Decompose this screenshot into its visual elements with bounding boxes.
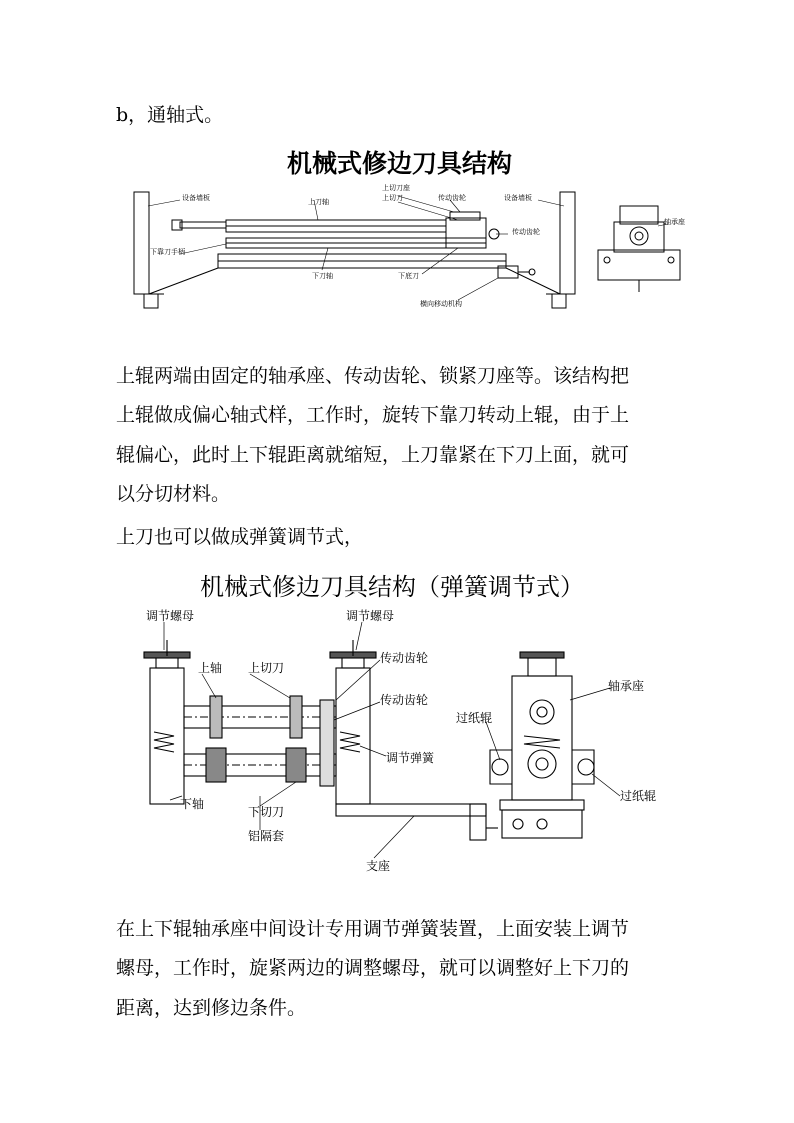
fig1-label-bearing: 轴承座 [664, 218, 685, 226]
paragraph-1-line-2: 上辊做成偏心轴式样，工作时，旋转下靠刀转动上辊，由于上 [116, 404, 630, 426]
figure1-drawing [128, 182, 688, 322]
fig2-label-lower-knife: 下切刀 [248, 805, 285, 819]
fig2-label-bearing: 轴承座 [608, 679, 645, 693]
fig1-label-upper-shaft: 上刀轴 [308, 198, 329, 206]
fig2-label-spring: 调节弹簧 [386, 751, 435, 765]
figure1-svg [128, 182, 688, 322]
figure2-svg [140, 600, 680, 880]
fig1-label-gear: 传动齿轮 [438, 194, 466, 202]
fig1-label-lateral: 横向移动机构 [420, 300, 462, 308]
fig2-label-support: 支座 [366, 859, 391, 873]
fig2-label-gear1: 传动齿轮 [380, 651, 429, 665]
fig1-label-upper-holder: 上切刀座 [382, 184, 410, 192]
paragraph-3-line-1: 在上下辊轴承座中间设计专用调节弹簧装置，上面安装上调节 [116, 918, 630, 940]
fig1-label-lower-shaft: 下刀轴 [312, 272, 333, 280]
paragraph-1-line-3: 辊偏心，此时上下辊距离就缩短，上刀靠紧在下刀上面，就可 [116, 444, 630, 466]
fig2-label-nut-right: 调节螺母 [346, 609, 395, 623]
section-heading: b，通轴式。 [116, 104, 224, 126]
fig1-label-gear-right: 传动齿轮 [512, 228, 540, 236]
figure2-title: 机械式修边刀具结构（弹簧调节式） [200, 573, 584, 601]
fig2-label-upper-shaft: 上轴 [198, 661, 223, 675]
fig2-label-roller-left: 过纸辊 [456, 711, 493, 725]
fig2-label-gear2: 传动齿轮 [380, 693, 429, 707]
paragraph-3-line-3: 距离，达到修边条件。 [116, 997, 307, 1019]
fig2-label-nut-left: 调节螺母 [146, 609, 195, 623]
fig1-label-wall-right: 设备墙板 [504, 194, 532, 202]
figure1-title: 机械式修边刀具结构 [287, 149, 513, 178]
fig1-label-lower-knife: 下底刀 [398, 272, 419, 280]
wall-right-shape [560, 192, 575, 294]
paragraph-1-line-4: 以分切材料。 [116, 483, 231, 505]
fig1-label-handle: 下靠刀手柄 [150, 248, 185, 256]
paragraph-2: 上刀也可以做成弹簧调节式， [116, 526, 364, 548]
wall-left-shape [134, 192, 149, 294]
fig2-label-roller-right: 过纸辊 [620, 789, 657, 803]
fig1-label-wall-left: 设备墙板 [182, 194, 210, 202]
fig1-label-upper-knife: 上切刀 [382, 194, 403, 202]
paragraph-3-line-2: 螺母，工作时，旋紧两边的调整螺母，就可以调整好上下刀的 [116, 957, 630, 979]
paragraph-1-line-1: 上辊两端由固定的轴承座、传动齿轮、锁紧刀座等。该结构把 [116, 365, 630, 387]
figure2-drawing [140, 600, 680, 880]
fig2-label-sleeve: 铝隔套 [248, 829, 285, 843]
fig2-label-lower-shaft: 下轴 [180, 797, 205, 811]
fig2-label-upper-knife: 上切刀 [248, 661, 285, 675]
